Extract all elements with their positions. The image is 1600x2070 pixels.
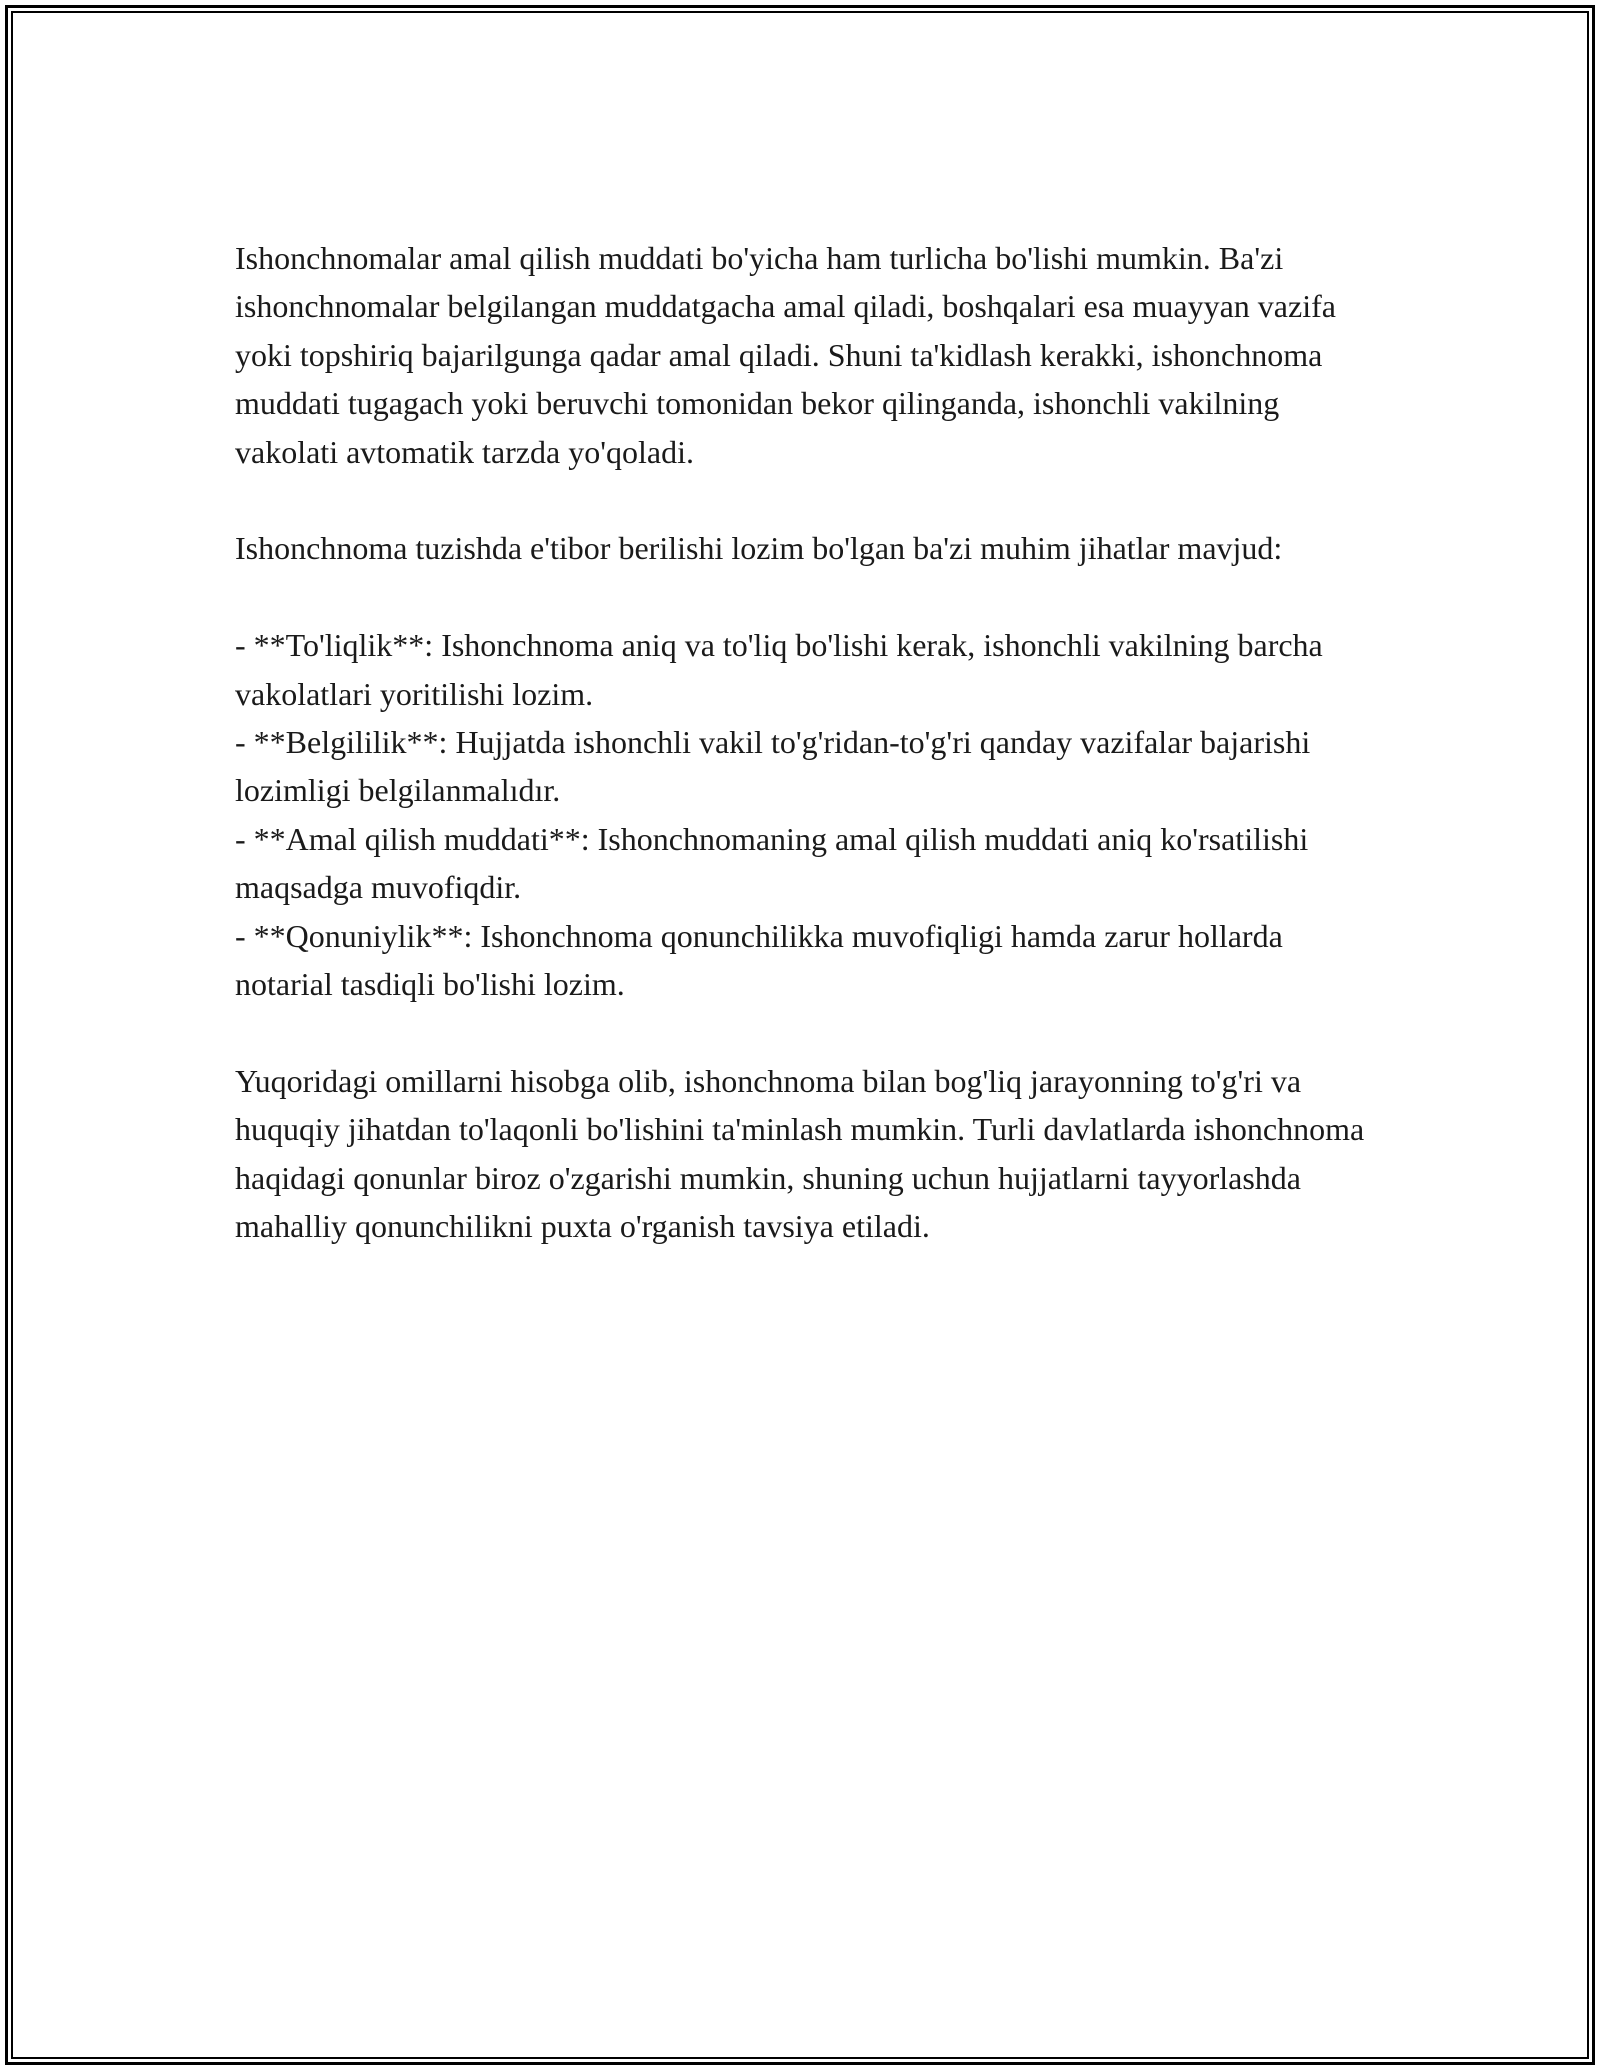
paragraph-validity-period: Ishonchnomalar amal qilish muddati bo'yicha ham turlicha bo'lishi mumkin. Ba'zi ishonchnomalar belgilangan muddatgacha amal qiladi, boshqalari esa muayyan vazifa yoki topshiriq bajarilgunga qadar amal qiladi. Shuni ta'kidlash kerakki, ishonchnoma muddati tugagach yoki beruvchi tomonidan bekor qilinganda, ishonchli vakilning vakolati avtomatik tarzda yo'qoladi. bbox=[235, 240, 1336, 470]
key-aspects-list bbox=[235, 621, 1375, 1008]
list-item-specificity: - **Belgililik**: Hujjatda ishonchli vakil to'g'ridan-to'g'ri qanday vazifalar bajarishi lozimligi belgilanmalıdır. bbox=[235, 724, 1311, 809]
document-body bbox=[235, 234, 1375, 1299]
paragraph-key-aspects-intro: Ishonchnoma tuzishda e'tibor berilishi lozim bo'lgan ba'zi muhim jihatlar mavjud: bbox=[235, 530, 1283, 567]
list-item-completeness: - **To'liqlik**: Ishonchnoma aniq va to'liq bo'lishi kerak, ishonchli vakilning barcha vakolatlari yoritilishi lozim. bbox=[235, 627, 1323, 712]
paragraph-conclusion: Yuqoridagi omillarni hisobga olib, ishonchnoma bilan bog'liq jarayonning to'g'ri va huquqiy jihatdan to'laqonli bo'lishini ta'minlash mumkin. Turli davlatlarda ishonchnoma haqidagi qonunlar biroz o'zgarishi mumkin, shuning uchun hujjatlarni tayyorlashda mahalliy qonunchilikni puxta o'rganish tavsiya etiladi. bbox=[235, 1062, 1365, 1245]
list-item-validity-term: - **Amal qilish muddati**: Ishonchnomaning amal qilish muddati aniq ko'rsatilishi maqsadga muvofiqdir. bbox=[235, 820, 1309, 906]
list-item-legality: - **Qonuniylik**: Ishonchnoma qonunchilikka muvofiqligi hamda zarur hollarda notarial tasdiqli bo'lishi lozim. bbox=[235, 917, 1283, 1003]
